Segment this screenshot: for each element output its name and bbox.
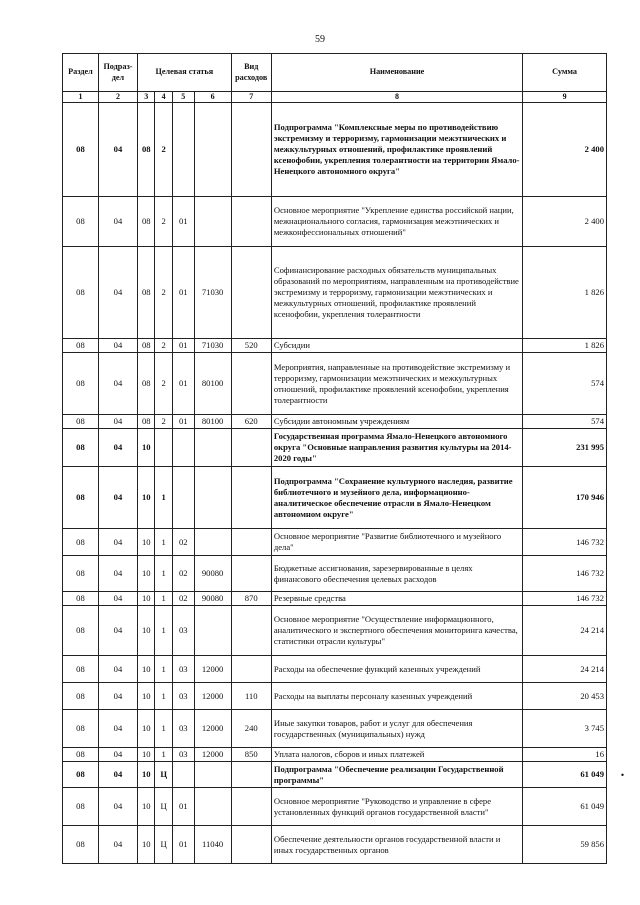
cell-direction: 80100: [194, 415, 231, 429]
cell-subsection: 04: [98, 788, 137, 826]
cell-event: 01: [172, 353, 194, 415]
table-row: [63, 556, 607, 592]
cell-expense-type: 240: [231, 710, 271, 748]
cell-section: 08: [63, 748, 99, 762]
cell-program: 08: [138, 247, 155, 339]
cell-name: Обеспечение деятельности органов государственной власти и иных государственных органов: [271, 826, 522, 864]
cell-sum: 146 732: [523, 592, 607, 606]
cell-program: 10: [138, 683, 155, 710]
cell-name: Резервные средства: [271, 592, 522, 606]
cell-name: Софинансирование расходных обязательств муниципальных образований по мероприятиям, направленным на противодействие экстремизму и терроризму, гармонизации межэтнических и межкультурных отношений, профилактике проявлений ксенофобии, укрепления толерантности: [271, 247, 522, 339]
table-row: [63, 353, 607, 415]
cell-event: 01: [172, 197, 194, 247]
cell-section: 08: [63, 788, 99, 826]
cell-program: 10: [138, 429, 155, 467]
cell-expense-type: [231, 103, 271, 197]
cell-subprogram: 1: [155, 656, 172, 683]
side-mark: •: [619, 769, 627, 782]
cell-subprogram: 1: [155, 592, 172, 606]
cell-section: 08: [63, 606, 99, 656]
cell-program: 08: [138, 103, 155, 197]
cell-sum: 231 995: [523, 429, 607, 467]
cell-expense-type: [231, 529, 271, 556]
cell-sum: 146 732: [523, 556, 607, 592]
cell-program: 10: [138, 606, 155, 656]
cell-subsection: 04: [98, 762, 137, 788]
cell-subprogram: 2: [155, 247, 172, 339]
table-row: [63, 467, 607, 529]
cell-subprogram: Ц: [155, 788, 172, 826]
cell-section: 08: [63, 556, 99, 592]
cell-expense-type: [231, 467, 271, 529]
cell-expense-type: [231, 247, 271, 339]
cell-expense-type: [231, 197, 271, 247]
cell-subsection: 04: [98, 353, 137, 415]
cell-name: Уплата налогов, сборов и иных платежей: [271, 748, 522, 762]
table-row: [63, 415, 607, 429]
cell-section: 08: [63, 592, 99, 606]
cell-program: 10: [138, 710, 155, 748]
cell-name: Основное мероприятие "Руководство и управление в сфере установленных функций органов государственной власти": [271, 788, 522, 826]
col-number: 7: [231, 92, 271, 103]
cell-subsection: 04: [98, 592, 137, 606]
cell-section: 08: [63, 247, 99, 339]
cell-expense-type: 620: [231, 415, 271, 429]
header-target: Целевая статья: [138, 54, 232, 92]
cell-subprogram: Ц: [155, 826, 172, 864]
cell-direction: [194, 197, 231, 247]
cell-direction: 12000: [194, 656, 231, 683]
cell-subprogram: 2: [155, 339, 172, 353]
col-number: 9: [523, 92, 607, 103]
cell-sum: 2 400: [523, 197, 607, 247]
cell-event: 03: [172, 606, 194, 656]
cell-direction: 12000: [194, 683, 231, 710]
cell-program: 08: [138, 197, 155, 247]
cell-event: 03: [172, 710, 194, 748]
table-row: [63, 683, 607, 710]
cell-expense-type: [231, 556, 271, 592]
cell-expense-type: [231, 826, 271, 864]
table-row: [63, 103, 607, 197]
table-row: [63, 606, 607, 656]
col-number: 4: [155, 92, 172, 103]
cell-sum: 1 826: [523, 247, 607, 339]
cell-sum: 24 214: [523, 656, 607, 683]
cell-name: Мероприятия, направленные на противодействие экстремизму и терроризму, гармонизации межэтнических и межкультурных отношений, профилактике проявлений ксенофобии, укрепления толерантности: [271, 353, 522, 415]
cell-subsection: 04: [98, 247, 137, 339]
cell-expense-type: [231, 788, 271, 826]
cell-direction: [194, 606, 231, 656]
cell-program: 08: [138, 339, 155, 353]
cell-event: 02: [172, 556, 194, 592]
cell-direction: 12000: [194, 710, 231, 748]
cell-name: Подпрограмма "Сохранение культурного наследия, развитие библиотечного и музейного дела, информационно-аналитическое обеспечение отрасли в Ямало-Ненецком автономном округе": [271, 467, 522, 529]
cell-expense-type: 870: [231, 592, 271, 606]
cell-expense-type: 520: [231, 339, 271, 353]
cell-program: 10: [138, 529, 155, 556]
cell-sum: 2 400: [523, 103, 607, 197]
column-numbers-row: [63, 92, 607, 103]
cell-sum: 146 732: [523, 529, 607, 556]
table-row: [63, 339, 607, 353]
cell-program: 10: [138, 556, 155, 592]
cell-subsection: 04: [98, 710, 137, 748]
table-row: [63, 592, 607, 606]
cell-program: 10: [138, 826, 155, 864]
cell-name: Основное мероприятие "Развитие библиотечного и музейного дела": [271, 529, 522, 556]
cell-section: 08: [63, 656, 99, 683]
col-number: 1: [63, 92, 99, 103]
cell-event: 01: [172, 247, 194, 339]
cell-event: 01: [172, 415, 194, 429]
cell-direction: 71030: [194, 247, 231, 339]
cell-program: 08: [138, 415, 155, 429]
table-row: [63, 529, 607, 556]
cell-name: Иные закупки товаров, работ и услуг для обеспечения государственных (муниципальных) нужд: [271, 710, 522, 748]
cell-event: 03: [172, 683, 194, 710]
cell-event: [172, 467, 194, 529]
cell-program: 10: [138, 788, 155, 826]
cell-subprogram: 1: [155, 556, 172, 592]
cell-event: [172, 762, 194, 788]
cell-program: 10: [138, 592, 155, 606]
cell-expense-type: [231, 656, 271, 683]
cell-name: Расходы на обеспечение функций казенных учреждений: [271, 656, 522, 683]
cell-expense-type: 110: [231, 683, 271, 710]
cell-subprogram: [155, 429, 172, 467]
cell-subprogram: 1: [155, 606, 172, 656]
cell-subsection: 04: [98, 467, 137, 529]
cell-subsection: 04: [98, 415, 137, 429]
budget-table: [62, 53, 607, 864]
table-row: [63, 197, 607, 247]
cell-expense-type: [231, 429, 271, 467]
table-row: [63, 748, 607, 762]
cell-direction: 90080: [194, 556, 231, 592]
cell-name: Субсидии: [271, 339, 522, 353]
cell-subprogram: 2: [155, 353, 172, 415]
cell-event: 03: [172, 748, 194, 762]
cell-sum: 3 745: [523, 710, 607, 748]
col-number: 6: [194, 92, 231, 103]
cell-sum: 170 946: [523, 467, 607, 529]
cell-section: 08: [63, 826, 99, 864]
cell-event: 01: [172, 788, 194, 826]
cell-subsection: 04: [98, 826, 137, 864]
cell-section: 08: [63, 339, 99, 353]
cell-sum: 16: [523, 748, 607, 762]
cell-subprogram: 1: [155, 467, 172, 529]
cell-subprogram: 1: [155, 710, 172, 748]
cell-subprogram: 1: [155, 683, 172, 710]
cell-sum: 574: [523, 415, 607, 429]
cell-sum: 20 453: [523, 683, 607, 710]
cell-subprogram: Ц: [155, 762, 172, 788]
cell-subprogram: 2: [155, 197, 172, 247]
cell-subsection: 04: [98, 103, 137, 197]
cell-direction: [194, 429, 231, 467]
cell-section: 08: [63, 467, 99, 529]
col-number: 2: [98, 92, 137, 103]
cell-section: 08: [63, 429, 99, 467]
cell-event: [172, 103, 194, 197]
cell-subsection: 04: [98, 529, 137, 556]
cell-sum: 574: [523, 353, 607, 415]
cell-sum: 59 856: [523, 826, 607, 864]
cell-direction: 11040: [194, 826, 231, 864]
cell-direction: 90080: [194, 592, 231, 606]
cell-name: Подпрограмма "Обеспечение реализации Государственной программы": [271, 762, 522, 788]
cell-name: Основное мероприятие "Укрепление единства российской нации, межнационального согласия, гармонизация межэтнических и межконфессиональных отношений": [271, 197, 522, 247]
header-section: Раздел: [63, 54, 99, 92]
cell-section: 08: [63, 529, 99, 556]
cell-direction: 12000: [194, 748, 231, 762]
page-number: 59: [315, 34, 325, 45]
cell-subsection: 04: [98, 656, 137, 683]
cell-name: Подпрограмма "Комплексные меры по противодействию экстремизму и терроризму, гармонизации межэтнических и межкультурных отношений, профилактике проявлений ксенофобии, укрепления толерантности на территории Ямало-Ненецкого автономного округа": [271, 103, 522, 197]
cell-event: 03: [172, 656, 194, 683]
cell-subsection: 04: [98, 683, 137, 710]
cell-program: 08: [138, 353, 155, 415]
cell-program: 10: [138, 656, 155, 683]
table-row: [63, 710, 607, 748]
cell-subsection: 04: [98, 748, 137, 762]
cell-section: 08: [63, 197, 99, 247]
cell-subsection: 04: [98, 429, 137, 467]
table-body: [63, 103, 607, 864]
cell-section: 08: [63, 762, 99, 788]
cell-direction: 71030: [194, 339, 231, 353]
table-row: [63, 762, 607, 788]
cell-subsection: 04: [98, 339, 137, 353]
cell-direction: [194, 762, 231, 788]
header-row: [63, 54, 607, 92]
cell-subprogram: 1: [155, 529, 172, 556]
cell-subsection: 04: [98, 606, 137, 656]
cell-name: Расходы на выплаты персоналу казенных учреждений: [271, 683, 522, 710]
cell-subsection: 04: [98, 197, 137, 247]
table-row: [63, 656, 607, 683]
cell-expense-type: [231, 762, 271, 788]
cell-section: 08: [63, 710, 99, 748]
cell-section: 08: [63, 103, 99, 197]
cell-sum: 61 049: [523, 762, 607, 788]
cell-program: 10: [138, 467, 155, 529]
cell-direction: 80100: [194, 353, 231, 415]
cell-subsection: 04: [98, 556, 137, 592]
cell-name: Бюджетные ассигнования, зарезервированные в целях финансового обеспечения целевых расходов: [271, 556, 522, 592]
cell-sum: 24 214: [523, 606, 607, 656]
cell-section: 08: [63, 683, 99, 710]
cell-direction: [194, 529, 231, 556]
cell-event: 02: [172, 529, 194, 556]
table-row: [63, 247, 607, 339]
table-row: [63, 429, 607, 467]
cell-name: Основное мероприятие "Осуществление информационного, аналитического и экспертного обеспечения мониторинга качества, статистики отрасли культуры": [271, 606, 522, 656]
col-number: 3: [138, 92, 155, 103]
header-sum: Сумма: [523, 54, 607, 92]
cell-direction: [194, 788, 231, 826]
cell-direction: [194, 103, 231, 197]
cell-subprogram: 1: [155, 748, 172, 762]
cell-event: 01: [172, 826, 194, 864]
cell-expense-type: [231, 353, 271, 415]
cell-program: 10: [138, 748, 155, 762]
header-name: Наименование: [271, 54, 522, 92]
cell-name: Государственная программа Ямало-Ненецкого автономного округа "Основные направления развития культуры на 2014-2020 годы": [271, 429, 522, 467]
cell-sum: 61 049: [523, 788, 607, 826]
cell-name: Субсидии автономным учреждениям: [271, 415, 522, 429]
col-number: 8: [271, 92, 522, 103]
cell-event: 01: [172, 339, 194, 353]
cell-expense-type: 850: [231, 748, 271, 762]
cell-section: 08: [63, 353, 99, 415]
cell-event: 02: [172, 592, 194, 606]
cell-subprogram: 2: [155, 103, 172, 197]
header-expense-type: Вид расходов: [231, 54, 271, 92]
table-row: [63, 788, 607, 826]
cell-direction: [194, 467, 231, 529]
cell-subprogram: 2: [155, 415, 172, 429]
header-subsection: Подраз-дел: [98, 54, 137, 92]
cell-event: [172, 429, 194, 467]
col-number: 5: [172, 92, 194, 103]
table-row: [63, 826, 607, 864]
cell-section: 08: [63, 415, 99, 429]
cell-program: 10: [138, 762, 155, 788]
cell-sum: 1 826: [523, 339, 607, 353]
cell-expense-type: [231, 606, 271, 656]
